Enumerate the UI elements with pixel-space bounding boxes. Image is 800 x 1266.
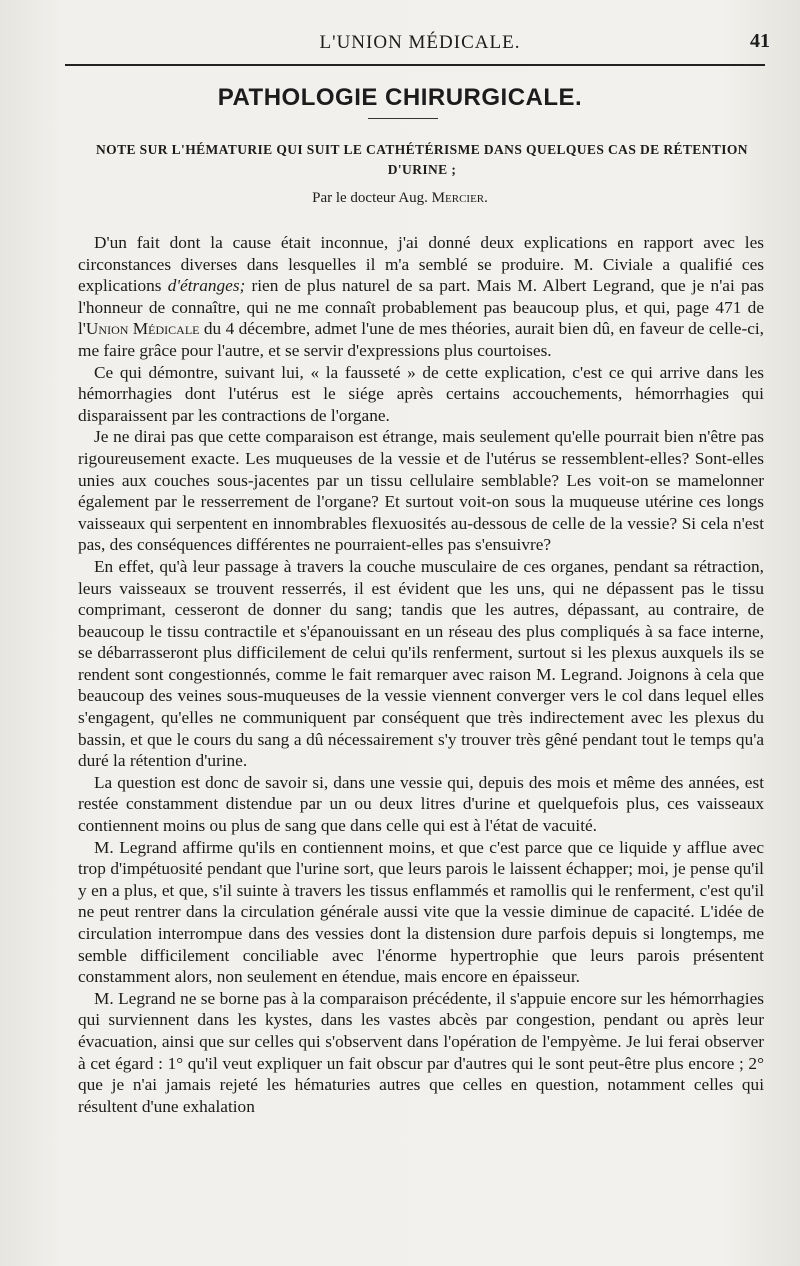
page-number: 41 <box>750 30 770 52</box>
article-byline <box>0 190 800 207</box>
paragraph-5: La question est donc de savoir si, dans une vessie qui, depuis des mois et même des années, est restée constamment distendue par un ou deux litres d'urine et quelquefois plus, ces vaisseaux contiennent moins ou plus de sang que dans celle qui est à l'état de vacuité. <box>78 772 764 836</box>
paragraph-6: M. Legrand affirme qu'ils en contiennent moins, et que c'est parce que ce liquide y afflue avec trop d'impétuosité pendant que l'urine sort, que leurs parois le laissent échapper; moi, je pense qu'il y en a plus, et que, s'il suinte à travers les tissus enflammés et ramollis qui le renferment, c'est qu'il ne peut rentrer dans la circulation générale aussi vite que la vessie diminue de capacité. L'idée de circulation interrompue dans des vessies dont la distension dure parfois depuis si longtemps, me semble difficilement conciliable avec l'énorme hypertrophie que leurs parois présentent constamment alors, non seulement en étendue, mais encore en épaisseur. <box>78 837 764 987</box>
paragraph-2: Ce qui démontre, suivant lui, « la fausseté » de cette explication, c'est ce qui arrive dans les hémorrhagies dont l'utérus est le siége après certains accouchements, hémorrhagies qui disparaissent par les contractions de l'organe. <box>78 362 764 425</box>
section-title: PATHOLOGIE CHIRURGICALE. <box>217 84 583 111</box>
paragraph-1-journal-name: Union Médicale <box>85 319 200 339</box>
paragraph-3: Je ne dirai pas que cette comparaison est étrange, mais seulement qu'elle pourrait bien n'être pas rigoureusement exacte. Les muqueuses de la vessie et de l'utérus se ressemblent-elles? Sont-elles unies aux couches sous-jacentes par un tissu cellulaire semblable? Les voit-on se mamelonner également par le resserrement de l'organe? Et surtout voit-on sous la muqueuse utérine ces longs vaisseaux qui serpentent en innombrables flexuosités au-dessous de celle de la vessie? Si cela n'est pas, des conséquences différentes ne pourraient-elles pas s'ensuivre? <box>78 427 764 555</box>
paragraph-1 <box>78 232 764 362</box>
article-title: NOTE SUR L'HÉMATURIE QUI SUIT LE CATHÉTÉRISME DANS QUELQUES CAS DE RÉTENTION D'URINE ; <box>96 142 748 177</box>
running-header <box>70 28 770 58</box>
section-divider <box>368 118 438 119</box>
paragraph-1-italic: d'étranges; <box>167 276 246 296</box>
paragraph-1-part-a: D'un fait dont la cause était inconnue, j'ai donné deux explications en rapport avec les circonstances diverses dans lesquelles il m'a semblé se produire. M. Civiale a qualifié ces explications <box>78 233 764 296</box>
paragraph-1-part-e: du 4 décembre, admet l'une de mes théories, aurait bien dû, en faveur de celle-ci, me faire grâce pour l'autre, et se servir d'expressions plus courtoises. <box>78 319 764 360</box>
paragraph-1-part-c: rien de plus naturel de sa part. Mais M. Albert Legrand, que je n'ai pas l'honneur de connaître, qui ne me connaît probablement pas beaucoup plus, et qui, page 471 de l' <box>78 276 765 339</box>
paragraph-4: En effet, qu'à leur passage à travers la couche musculaire de ces organes, pendant sa rétraction, leurs vaisseaux se trouvent resserrés, il est évident que les uns, qui ne dépassent pas le tissu comprimant, cesseront de donner du sang; tandis que les autres, dépassant, au contraire, de beaucoup le tissu contractile et s'épanouissant en un réseau des plus compliqués à sa face interne, se débarrasseront plus difficilement de celui qu'ils renferment, surtout si les plexus auxquels ils se rendent sont congestionnés, comme le fait remarquer avec raison M. Legrand. Joignons à cela que beaucoup des veines sous-muqueuses de la vessie viennent converger vers le col dans lequel elles s'engagent, qu'elles ne communiquent par conséquent que très indirectement avec les plexus du bassin, et que le cours du sang a dû nécessairement s'y trouver très gêné pendant tout le temps qu'a duré la rétention d'urine. <box>78 556 764 771</box>
journal-running-title: L'UNION MÉDICALE. <box>319 32 521 53</box>
byline-author: Mercier. <box>431 190 488 206</box>
paragraph-7: M. Legrand ne se borne pas à la comparaison précédente, il s'appuie encore sur les hémorrhagies qui surviennent dans les kystes, dans les vastes abcès par congestion, pendant ou après leur évacuation, ainsi que sur celles qui s'observent dans l'opération de l'empyème. Je lui ferai observer à cet égard : 1° qu'il veut expliquer un fait obscur par d'autres qui le sont peut-être plus encore ; 2° que je n'ai jamais rejeté les hématuries autres que celles en question, notamment celles qui résultent d'une exhalation <box>78 988 764 1116</box>
header-rule <box>65 64 765 66</box>
article-body <box>78 232 764 1117</box>
byline-prefix: Par le docteur Aug. <box>312 190 432 206</box>
